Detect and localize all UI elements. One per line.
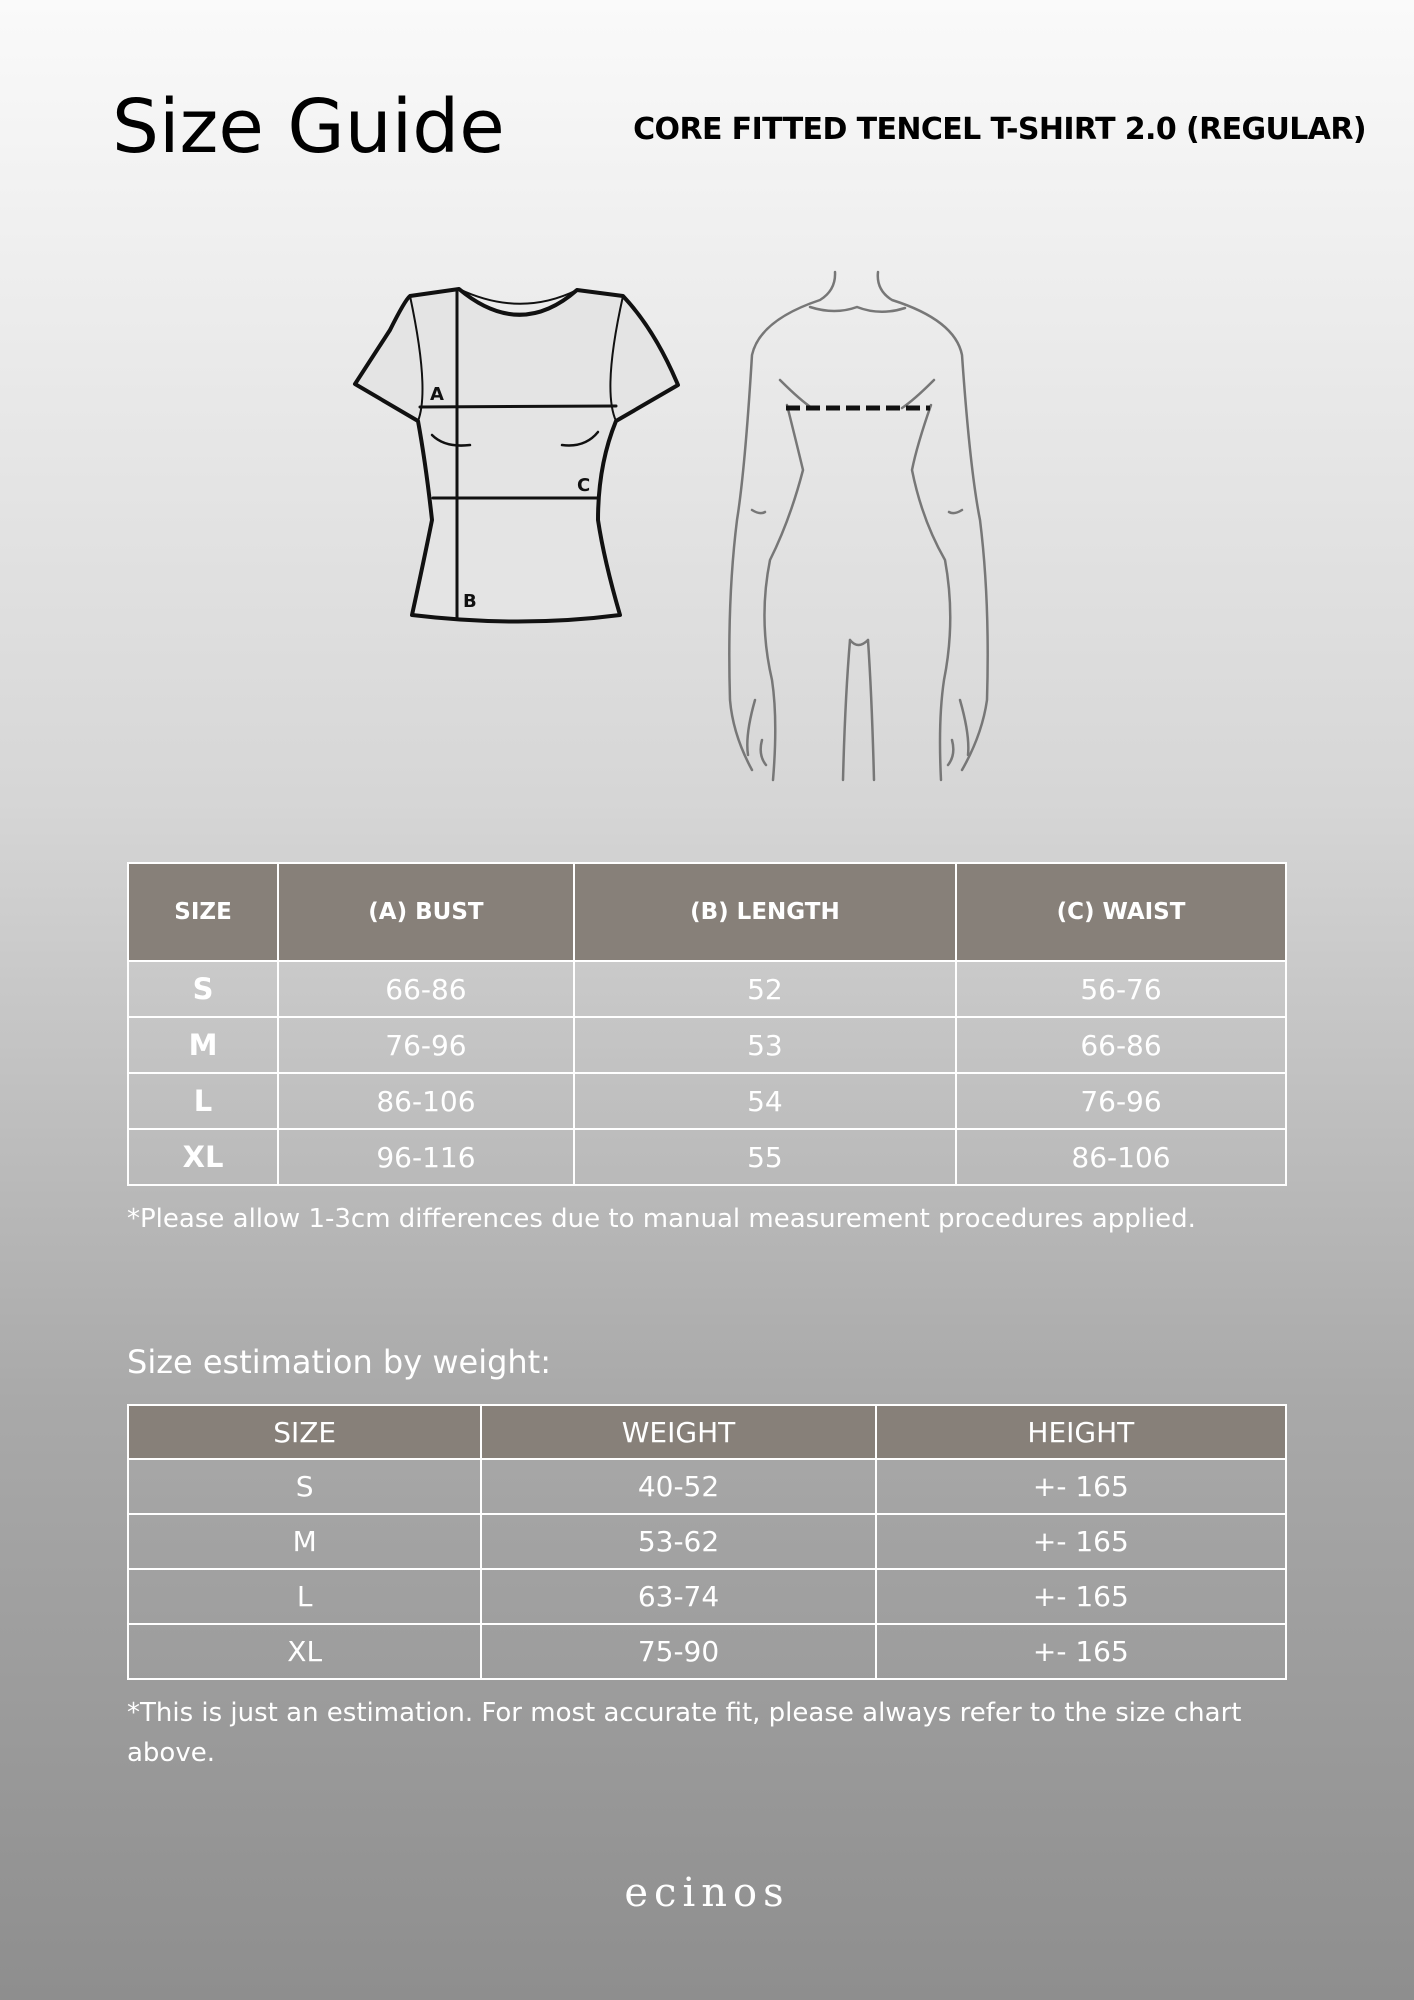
table-row (128, 1514, 1286, 1569)
body-illustration (729, 272, 987, 780)
cell-bust: 86-106 (278, 1073, 574, 1129)
cell-size: L (128, 1073, 278, 1129)
cell-weight: 75-90 (481, 1624, 875, 1679)
table-row (128, 1073, 1286, 1129)
cell-height: +- 165 (876, 1514, 1286, 1569)
header-length: (B) LENGTH (574, 863, 956, 961)
cell-weight: 53-62 (481, 1514, 875, 1569)
table-row (128, 961, 1286, 1017)
brand-logo: ecinos (624, 1870, 790, 1916)
cell-size: S (128, 961, 278, 1017)
cell-size: XL (128, 1624, 481, 1679)
cell-length: 54 (574, 1073, 956, 1129)
cell-bust: 76-96 (278, 1017, 574, 1073)
table-row (128, 1129, 1286, 1185)
cell-bust: 96-116 (278, 1129, 574, 1185)
cell-waist: 66-86 (956, 1017, 1286, 1073)
cell-size: L (128, 1569, 481, 1624)
measurement-note: *Please allow 1-3cm differences due to manual measurement procedures applied. (127, 1204, 1196, 1234)
header-bust: (A) BUST (278, 863, 574, 961)
table-row (128, 1569, 1286, 1624)
cell-height: +- 165 (876, 1459, 1286, 1514)
cell-length: 55 (574, 1129, 956, 1185)
weight-chart-table (127, 1404, 1287, 1680)
label-c: C (577, 475, 591, 496)
cell-size: M (128, 1017, 278, 1073)
weight-section-title: Size estimation by weight: (127, 1343, 551, 1381)
table-row (128, 1624, 1286, 1679)
header-height: HEIGHT (876, 1405, 1286, 1459)
cell-size: S (128, 1459, 481, 1514)
header-waist: (C) WAIST (956, 863, 1286, 961)
cell-height: +- 165 (876, 1569, 1286, 1624)
table-row (128, 1017, 1286, 1073)
cell-length: 53 (574, 1017, 956, 1073)
cell-waist: 86-106 (956, 1129, 1286, 1185)
header-size: SIZE (128, 863, 278, 961)
cell-waist: 76-96 (956, 1073, 1286, 1129)
table-row (128, 1459, 1286, 1514)
table-header-row (128, 1405, 1286, 1459)
header-size: SIZE (128, 1405, 481, 1459)
size-chart-table (127, 862, 1287, 1186)
cell-bust: 66-86 (278, 961, 574, 1017)
estimation-note: *This is just an estimation. For most accurate fit, please always refer to the size chart above. (127, 1698, 1242, 1768)
cell-weight: 40-52 (481, 1459, 875, 1514)
cell-size: M (128, 1514, 481, 1569)
cell-weight: 63-74 (481, 1569, 875, 1624)
product-name: CORE FITTED TENCEL T-SHIRT 2.0 (REGULAR) (633, 112, 1366, 147)
cell-length: 52 (574, 961, 956, 1017)
label-b: B (463, 591, 477, 612)
cell-size: XL (128, 1129, 278, 1185)
measurement-diagram (0, 250, 1414, 790)
table-header-row (128, 863, 1286, 961)
cell-height: +- 165 (876, 1624, 1286, 1679)
cell-waist: 56-76 (956, 961, 1286, 1017)
label-a: A (430, 384, 444, 405)
page-title: Size Guide (112, 84, 505, 170)
header-weight: WEIGHT (481, 1405, 875, 1459)
tshirt-illustration (355, 289, 678, 622)
